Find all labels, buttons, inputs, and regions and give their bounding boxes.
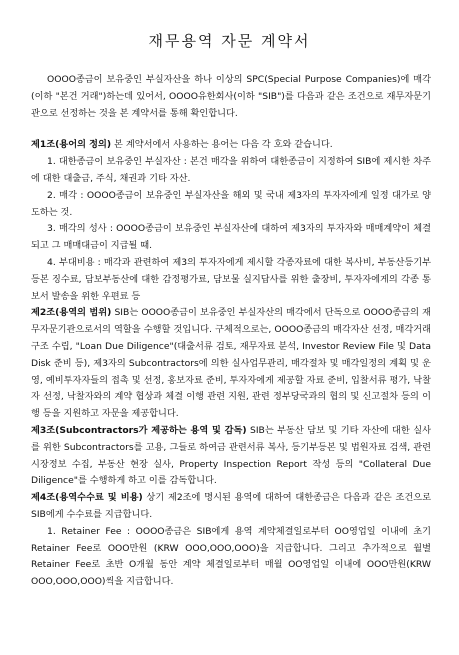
article-2-text: SIB는 OOOO종금이 보유중인 부실자산의 매각에서 단독으로 OOOO종금의 재무자문기관으로서의 역할을 수행할 것입니다. 구체적으로는, OOOO종금의 매각자산 선정, 매각거래구조 수립, "Loan Due Diligence"(대출서류 검토, 재무자료 분석, Investor Review File 및 Data Disk 준비 등), 제3자의 Subcontractors에 의한 실사업무관리, 매각절차 및 매각일정의 계획 및 운영, 예비투자자들의 접촉 및 선정, 홍보자료 준비, 투자자에게 제공할 자료 준비, 입찰서류 평가, 낙찰자 선정, 낙찰자와의 계약 협상과 체결 이행 관련 지원, 관련 정부당국과의 협의 및 신고절차 등의 이행 등을 지원하고 자문을 제공합니다. <box>31 307 431 420</box>
article-1-item-3: 3. 매각의 성사 : OOOO종금이 보유중인 부실자산에 대하여 제3자의 투자자와 매매계약이 체결되고 그 매매대금이 지급될 때. <box>31 223 431 252</box>
article-3-text: SIB는 부동산 담보 및 기타 자산에 대한 실사를 위한 Subcontractors를 고용, 그들로 하여금 관련서류 복사, 등기부등본 및 법원자료 검색, 관련 시장정보 수집, 부동산 현장 실사, Property Inspection Report 작성 등의 "Collateral Due Diligence"를 수행하게 하고 이를 감독합니다. <box>31 424 431 487</box>
article-1-item-1: 1. 대한종금이 보유중인 부실자산 : 본건 매각을 위하여 대한종금이 지정하여 SIB에 제시한 차주에 대한 대출금, 주식, 채권과 기타 자산. <box>31 156 431 184</box>
article-4-item-1: 1. Retainer Fee : OOOO종금은 SIB에게 용역 계약체결일로부터 OO영업일 이내에 초기 Retainer Fee로 OOO만원 (KRW OOO,OOO,OOO)을 지급합니다. 그리고 추가적으로 월별 Retainer Fee로 초반 O개월 동안 계약 체결일로부터 매월 OO영업일 이내에 OOO만원(KRW OOO,OOO,OOO)씩을 지급합니다. <box>31 525 431 588</box>
article-1-intro <box>31 137 431 154</box>
article-1-text: 본 계약서에서 사용하는 용어는 다음 각 호와 같습니다. <box>111 139 333 151</box>
article-3 <box>31 423 431 490</box>
article-2 <box>31 305 431 423</box>
spacer <box>31 122 431 137</box>
article-4-intro <box>31 490 431 524</box>
article-1-item-4: 4. 부대비용 : 매각과 관련하여 제3의 투자자에게 제시할 각종자료에 대한 복사비, 부동산등기부등본 징수료, 담보부동산에 대한 감정평가료, 담보물 실지답사를 위한 출장비, 투자자에게의 각종 통보서 발송을 위한 우편료 등 <box>31 256 431 302</box>
article-4-heading: 제4조(용역수수료 및 비용) <box>31 492 143 504</box>
intro-paragraph: OOOO종금이 보유중인 부실자산을 하나 이상의 SPC(Special Purpose Companies)에 매각(이하 "본건 거래")하는데 있어서, OOOO유한회사(이하 "SIB")를 다음과 같은 조건으로 재무자문기관으로 선정하는 것을 본 계약서를 통해 확인합니다. <box>31 74 431 119</box>
article-2-heading: 제2조(용역의 범위) <box>31 307 112 319</box>
document-body <box>31 72 431 591</box>
article-3-heading: 제3조(Subcontractors가 제공하는 용역 및 감독) <box>31 424 247 436</box>
document-title: 재무용역 자문 계약서 <box>148 32 311 50</box>
article-1-heading: 제1조(용어의 정의) <box>31 139 112 151</box>
article-4-text: 상기 제2조에 명시된 용역에 대하여 대한종금은 다음과 같은 조건으로 SIB에게 수수료를 지급합니다. <box>31 492 431 520</box>
article-1-item-2: 2. 매각 : OOOO종금이 보유중인 부실자산을 해외 및 국내 제3자의 투자자에게 일정 대가로 양도하는 것. <box>31 189 431 218</box>
